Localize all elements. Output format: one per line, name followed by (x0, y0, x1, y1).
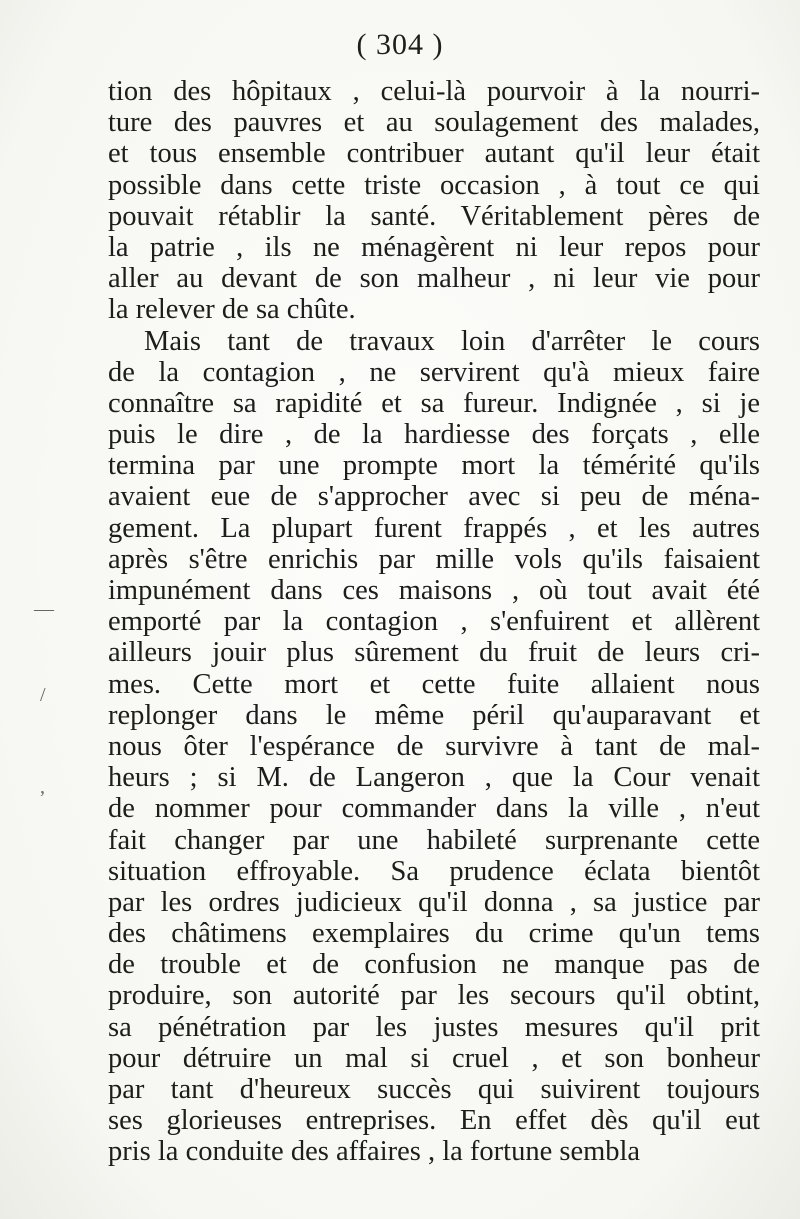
paragraph-1 (108, 76, 760, 326)
text-line: sa pénétration par les justes mesures qu'il prit (108, 1011, 760, 1043)
text-line: aller au devant de son malheur , ni leur vie pour (108, 263, 760, 295)
text-line: pour détruire un mal si cruel , et son bonheur (108, 1042, 760, 1074)
text-line: mes. Cette mort et cette fuite allaient nous (108, 668, 760, 700)
text-line: de la contagion , ne servirent qu'à mieux faire (108, 356, 760, 388)
text-line: heurs ; si M. de Langeron , que la Cour venait (108, 762, 760, 794)
margin-mark: / (40, 684, 46, 706)
text-line: Mais tant de travaux loin d'arrêter le cours (144, 325, 760, 357)
text-line: produire, son autorité par les secours qu'il obtint, (108, 980, 760, 1012)
text-line: et tous ensemble contribuer autant qu'il leur était (108, 138, 760, 170)
text-line: possible dans cette triste occasion , à tout ce qui (108, 169, 760, 201)
text-line: gement. La plupart furent frappés , et les autres (108, 512, 760, 544)
text-line: situation effroyable. Sa prudence éclata bientôt (108, 855, 760, 887)
text-line: la relever de sa chûte. (108, 294, 356, 326)
body-text (108, 76, 760, 1168)
text-line: de nommer pour commander dans la ville , n'eut (108, 793, 760, 825)
text-line: après s'être enrichis par mille vols qu'ils faisaient (108, 543, 760, 575)
text-line: puis le dire , de la hardiesse des forçats , elle (108, 419, 760, 451)
text-line: emporté par la contagion , s'enfuirent et allèrent (108, 606, 760, 638)
text-line: pouvait rétablir la santé. Véritablement pères de (108, 200, 760, 232)
page-number: ( 304 ) (356, 28, 444, 61)
margin-mark: , (40, 776, 45, 798)
text-line: pris la conduite des affaires , la fortune sembla (108, 1136, 641, 1168)
text-line: tion des hôpitaux , celui-là pourvoir à la nourri- (108, 76, 760, 107)
text-line: impunément dans ces maisons , où tout avait été (108, 575, 760, 606)
text-line: la patrie , ils ne ménagèrent ni leur repos pour (108, 231, 760, 263)
margin-mark: — (34, 598, 54, 620)
text-line: ture des pauvres et au soulagement des malades, (108, 107, 760, 139)
text-line: par tant d'heureux succès qui suivirent toujours (108, 1074, 760, 1105)
text-line: connaître sa rapidité et sa fureur. Indignée , si je (108, 387, 760, 419)
text-line: ses glorieuses entreprises. En effet dès qu'il eut (108, 1105, 760, 1137)
text-line: replonger dans le même péril qu'auparavant et (108, 699, 760, 731)
text-line: avaient eue de s'approcher avec si peu de ména- (108, 481, 760, 513)
text-line: nous ôter l'espérance de survivre à tant de mal- (108, 730, 760, 762)
text-line: termina par une prompte mort la témérité qu'ils (108, 450, 760, 482)
text-line: ailleurs jouir plus sûrement du fruit de leurs cri- (108, 637, 760, 669)
paragraph-2 (108, 326, 760, 1168)
text-line: de trouble et de confusion ne manque pas de (108, 949, 760, 981)
text-line: fait changer par une habileté surprenante cette (108, 824, 760, 856)
text-line: par les ordres judicieux qu'il donna , sa justice par (108, 886, 760, 918)
text-line: des châtimens exemplaires du crime qu'un tems (108, 918, 760, 950)
